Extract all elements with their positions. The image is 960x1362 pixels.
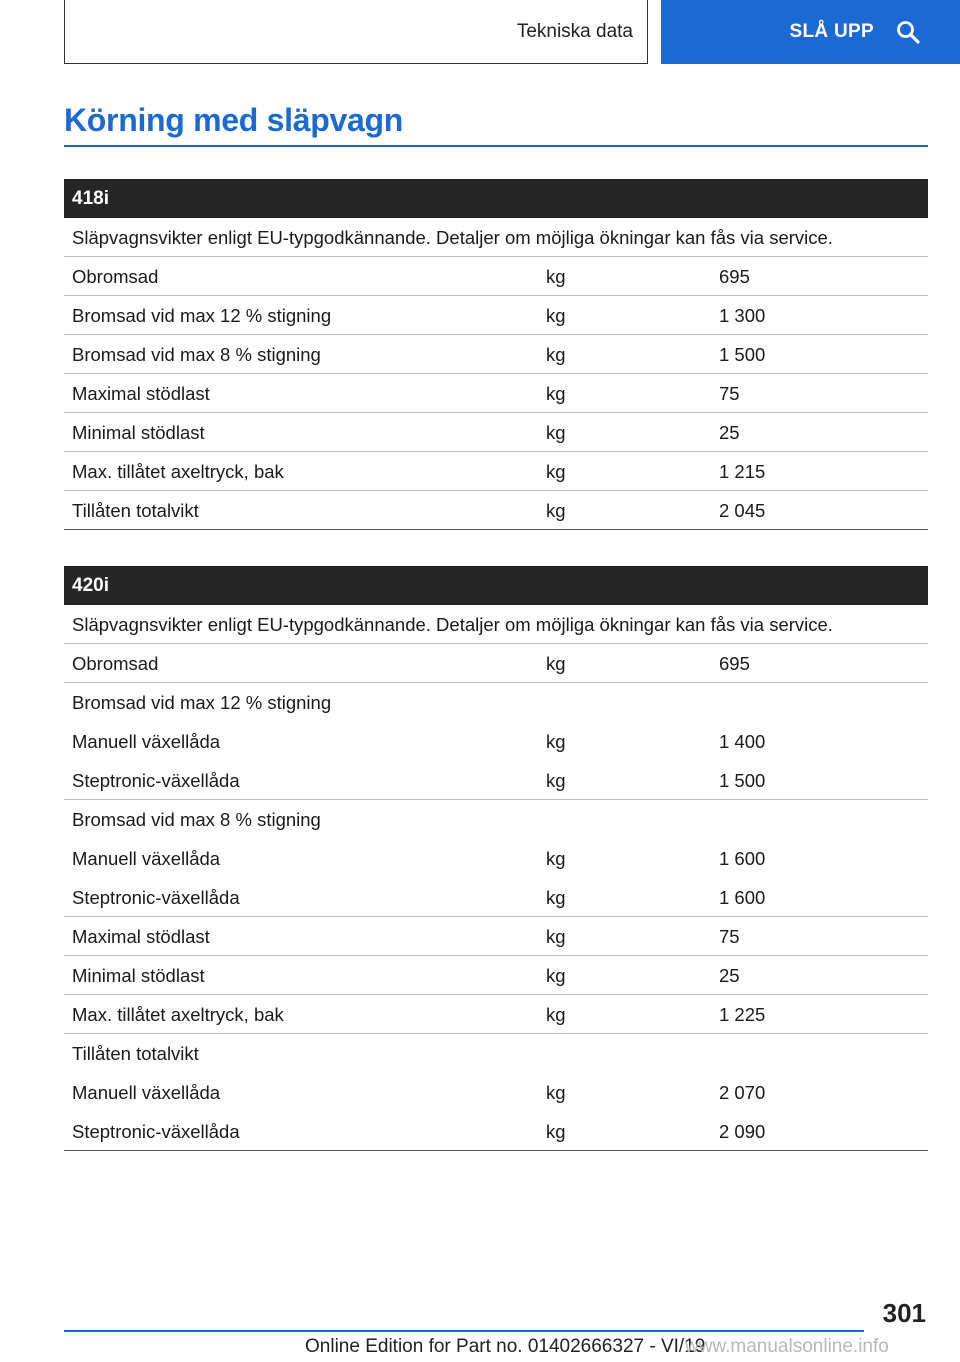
row-label: Obromsad (72, 266, 159, 287)
watermark: www.manualsonline.info (685, 1336, 889, 1357)
row-value: 2 090 (719, 1121, 766, 1142)
row-value: 1 215 (719, 461, 766, 482)
search-button[interactable] (661, 0, 960, 64)
table-row (64, 1073, 928, 1112)
row-unit: kg (546, 305, 566, 326)
row-value: 1 500 (719, 344, 766, 365)
table-row (64, 644, 928, 683)
table-row (64, 995, 928, 1034)
row-label: Manuell växellåda (72, 848, 221, 869)
row-unit: kg (546, 461, 566, 482)
table-row (64, 335, 928, 374)
row-value: 1 225 (719, 1004, 766, 1025)
row-label: Maximal stödlast (72, 926, 210, 947)
table-note: Släpvagnsvikter enligt EU-typgodkännande. Detaljer om möjliga ökningar kan fås via service. (72, 227, 833, 248)
row-value: 1 400 (719, 731, 766, 752)
row-value: 2 045 (719, 500, 766, 521)
table-row (64, 956, 928, 995)
section-tab[interactable] (64, 0, 648, 64)
table-row (64, 452, 928, 491)
row-unit: kg (546, 383, 566, 404)
row-value: 2 070 (719, 1082, 766, 1103)
row-value: 695 (719, 266, 750, 287)
row-label: Tillåten totalvikt (72, 1043, 199, 1064)
top-navigation-bar (0, 0, 960, 66)
row-value: 695 (719, 653, 750, 674)
row-value: 75 (719, 383, 740, 404)
row-unit: kg (546, 770, 566, 791)
table-row (64, 413, 928, 452)
row-label: Bromsad vid max 12 % stigning (72, 692, 332, 713)
table-note: Släpvagnsvikter enligt EU-typgodkännande. Detaljer om möjliga ökningar kan fås via service. (72, 614, 833, 635)
row-value: 1 600 (719, 887, 766, 908)
row-unit: kg (546, 422, 566, 443)
row-unit: kg (546, 266, 566, 287)
row-unit: kg (546, 1082, 566, 1103)
table-row (64, 296, 928, 335)
page-number: 301 (882, 1298, 926, 1328)
row-label: Steptronic-växellåda (72, 770, 240, 791)
search-button-label: SLÅ UPP (789, 21, 874, 42)
section-tab-label: Tekniska data (516, 20, 633, 42)
title-divider (64, 145, 928, 147)
table-group-heading (64, 800, 928, 839)
table-row (64, 722, 928, 761)
row-value: 25 (719, 422, 740, 443)
page-title: Körning med släpvagn (64, 102, 403, 138)
table-row (64, 374, 928, 413)
row-label: Minimal stödlast (72, 965, 205, 986)
table-group-heading (64, 683, 928, 722)
row-unit: kg (546, 848, 566, 869)
row-label: Max. tillåtet axeltryck, bak (72, 461, 284, 482)
spec-table-418i (64, 179, 928, 530)
model-header: 418i (64, 179, 928, 218)
row-value: 1 300 (719, 305, 766, 326)
table-row (64, 1112, 928, 1151)
row-value: 1 500 (719, 770, 766, 791)
row-unit: kg (546, 1121, 566, 1142)
table-row (64, 257, 928, 296)
table-row (64, 761, 928, 800)
table-note-row (64, 605, 928, 644)
footer-edition-text: Online Edition for Part no. 01402666327 - VI/19 (305, 1336, 706, 1357)
row-unit: kg (546, 653, 566, 674)
row-label: Bromsad vid max 12 % stigning (72, 305, 332, 326)
table-group-heading (64, 1034, 928, 1073)
row-label: Steptronic-växellåda (72, 1121, 240, 1142)
table-row (64, 491, 928, 530)
row-label: Minimal stödlast (72, 422, 205, 443)
row-value: 75 (719, 926, 740, 947)
row-unit: kg (546, 500, 566, 521)
row-unit: kg (546, 926, 566, 947)
search-icon (896, 20, 920, 44)
row-label: Obromsad (72, 653, 159, 674)
row-value: 1 600 (719, 848, 766, 869)
row-unit: kg (546, 887, 566, 908)
table-note-row (64, 218, 928, 257)
row-label: Manuell växellåda (72, 731, 221, 752)
row-unit: kg (546, 1004, 566, 1025)
footer-divider (64, 1330, 864, 1332)
row-label: Bromsad vid max 8 % stigning (72, 809, 321, 830)
row-label: Max. tillåtet axeltryck, bak (72, 1004, 284, 1025)
table-row (64, 839, 928, 878)
row-unit: kg (546, 344, 566, 365)
model-header: 420i (64, 566, 928, 605)
row-unit: kg (546, 731, 566, 752)
row-label: Steptronic-växellåda (72, 887, 240, 908)
table-row (64, 878, 928, 917)
row-label: Tillåten totalvikt (72, 500, 199, 521)
table-row (64, 917, 928, 956)
row-label: Maximal stödlast (72, 383, 210, 404)
row-value: 25 (719, 965, 740, 986)
spec-table-420i (64, 566, 928, 1151)
row-label: Manuell växellåda (72, 1082, 221, 1103)
row-label: Bromsad vid max 8 % stigning (72, 344, 321, 365)
row-unit: kg (546, 965, 566, 986)
